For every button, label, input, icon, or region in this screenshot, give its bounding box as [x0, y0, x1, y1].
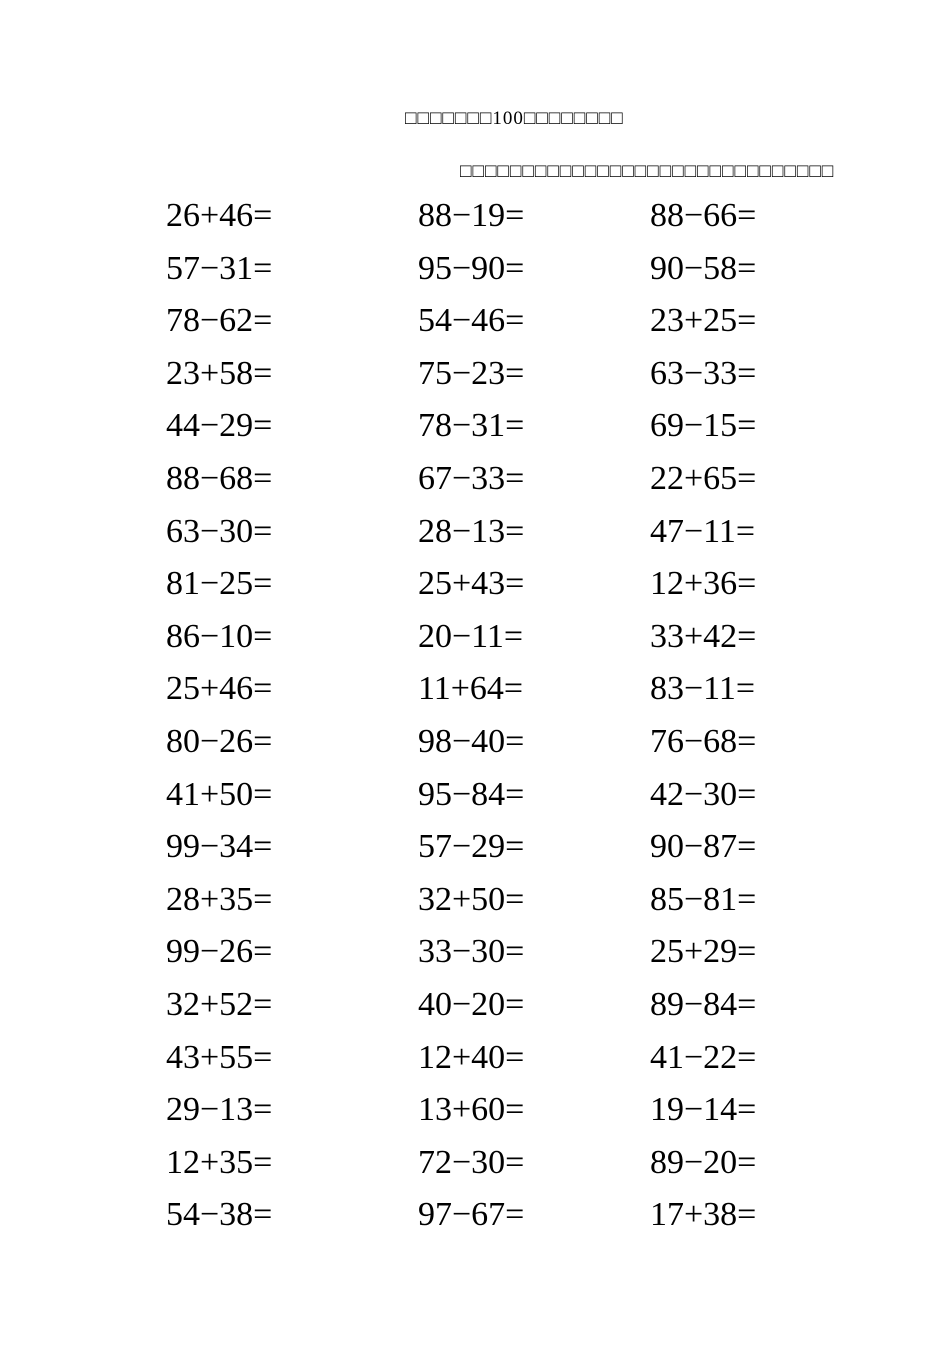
problem-r16-c2: 40−20=	[418, 986, 525, 1023]
problem-r8-c1: 81−25=	[166, 565, 273, 603]
problem-r17-c1: 43+55=	[166, 1038, 273, 1076]
problem-r13-c2: 57−29=	[418, 828, 525, 866]
problem-r10-c3: 83−11=	[650, 670, 756, 708]
problem-r2-c2: 95−90=	[418, 249, 525, 287]
problem-r17-c3: 41−22=	[650, 1038, 757, 1076]
problem-r16-c1: 32+52=	[166, 986, 273, 1023]
problem-r9-c2: 20−11=	[418, 617, 524, 655]
problem-r11-c3: 76−68=	[650, 723, 757, 760]
problem-r8-c3: 12+36=	[650, 565, 757, 603]
problem-r14-c3: 85−81=	[650, 880, 757, 918]
problem-r20-c1: 54−38=	[166, 1196, 273, 1234]
problem-r4-c3: 63−33=	[650, 354, 757, 392]
problem-r7-c1: 63−30=	[166, 512, 273, 550]
problem-r11-c1: 80−26=	[166, 723, 273, 760]
problem-r13-c3: 90−87=	[650, 828, 757, 866]
problem-r9-c3: 33+42=	[650, 617, 757, 655]
problem-r3-c3: 23+25=	[650, 302, 757, 340]
problem-r7-c3: 47−11=	[650, 512, 756, 550]
problem-r5-c1: 44−29=	[166, 407, 273, 445]
problem-r2-c3: 90−58=	[650, 249, 757, 287]
problem-r12-c3: 42−30=	[650, 775, 757, 813]
problem-r10-c1: 25+46=	[166, 670, 273, 708]
problem-r5-c2: 78−31=	[418, 407, 525, 445]
problem-r5-c3: 69−15=	[650, 407, 757, 445]
problem-r18-c1: 29−13=	[166, 1091, 273, 1129]
problem-r4-c1: 23+58=	[166, 354, 273, 392]
problem-r14-c1: 28+35=	[166, 880, 273, 918]
problem-r6-c2: 67−33=	[418, 460, 525, 497]
problem-r11-c2: 98−40=	[418, 723, 525, 760]
problem-r15-c3: 25+29=	[650, 933, 757, 971]
problem-r6-c3: 22+65=	[650, 460, 757, 497]
problem-r9-c1: 86−10=	[166, 617, 273, 655]
problem-r19-c3: 89−20=	[650, 1143, 757, 1181]
problem-r15-c2: 33−30=	[418, 933, 525, 971]
problem-r1-c2: 88−19=	[418, 197, 525, 234]
problem-r4-c2: 75−23=	[418, 354, 525, 392]
problem-r12-c2: 95−84=	[418, 775, 525, 813]
problem-r10-c2: 11+64=	[418, 670, 524, 708]
problem-r2-c1: 57−31=	[166, 249, 273, 287]
problem-r20-c3: 17+38=	[650, 1196, 757, 1234]
problem-r14-c2: 32+50=	[418, 880, 525, 918]
problem-r8-c2: 25+43=	[418, 565, 525, 603]
problem-r16-c3: 89−84=	[650, 986, 757, 1023]
problem-r6-c1: 88−68=	[166, 460, 273, 497]
problem-r12-c1: 41+50=	[166, 775, 273, 813]
problem-r15-c1: 99−26=	[166, 933, 273, 971]
problem-r1-c3: 88−66=	[650, 197, 757, 234]
problem-r19-c2: 72−30=	[418, 1143, 525, 1181]
problem-r17-c2: 12+40=	[418, 1038, 525, 1076]
problem-r18-c2: 13+60=	[418, 1091, 525, 1129]
problem-r19-c1: 12+35=	[166, 1143, 273, 1181]
problem-r20-c2: 97−67=	[418, 1196, 525, 1234]
problem-r3-c2: 54−46=	[418, 302, 525, 340]
problem-r3-c1: 78−62=	[166, 302, 273, 340]
problem-r1-c1: 26+46=	[166, 197, 273, 234]
problem-r13-c1: 99−34=	[166, 828, 273, 866]
problem-r7-c2: 28−13=	[418, 512, 525, 550]
page-title: □□□□□□□100□□□□□□□□	[405, 108, 624, 129]
problem-r18-c3: 19−14=	[650, 1091, 757, 1129]
page-subtitle: □□□□□□□□□□□□□□□□□□□□□□□□□□□□□□	[460, 161, 835, 182]
